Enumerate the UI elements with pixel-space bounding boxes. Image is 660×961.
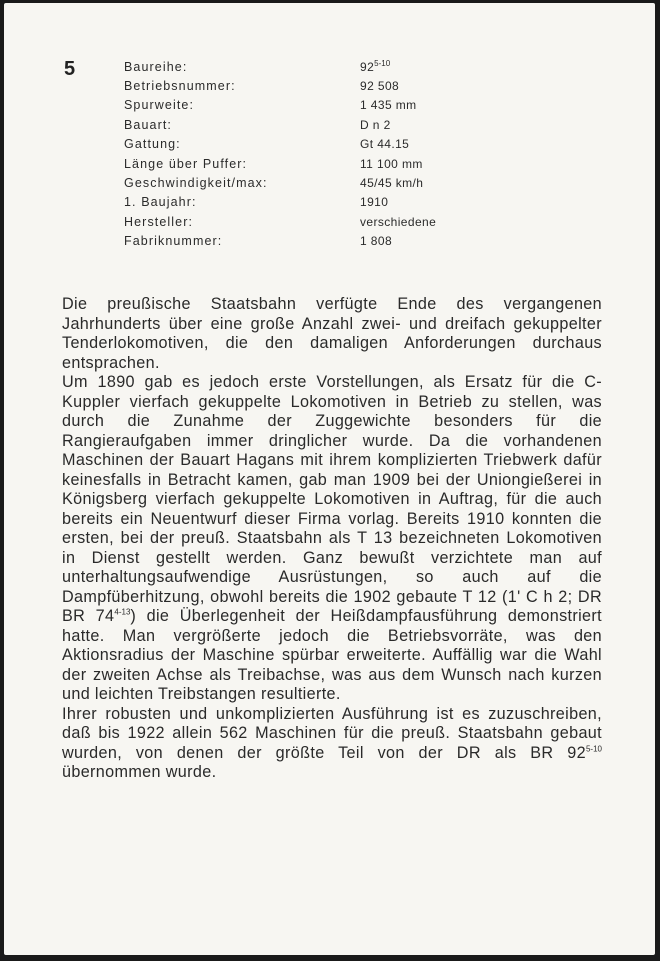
paragraph-history-text-cont: ) die Überlegenheit der Heißdampfausführung demonstriert hatte. Man vergrößerte jedoch die Betriebsvorräte, was den Aktionsradius der Maschine spürbar erweiterte. Auffällig war die Wahl der zweiten Achse als Treibachse, was aus dem Wunsch nach kurzen und leichten Treibstangen resultierte. [62,607,602,703]
spec-value: verschiedene [360,214,437,229]
paragraph-history [62,373,602,705]
spec-label: Betriebsnummer: [124,79,236,94]
spec-label: Spurweite: [124,98,195,113]
spec-label: Baureihe: [124,59,188,74]
spec-value: 11 100 mm [360,156,423,171]
spec-label: Gattung: [124,137,181,152]
spec-row [124,57,544,76]
spec-row [124,232,544,251]
spec-label: Bauart: [124,117,173,132]
spec-table [124,57,544,251]
paragraph-summary-text-cont: übernommen wurde. [62,763,217,781]
paragraph-history-superscript: 4-13 [114,607,131,617]
spec-value: 92 508 [360,79,400,94]
paragraph-summary [62,705,602,783]
paragraph-summary-superscript: 5-10 [585,744,602,754]
spec-label: 1. Baujahr: [124,195,197,210]
spec-value-main: 92 [360,59,375,74]
body-text [62,295,602,783]
spec-value: 1 808 [360,234,393,249]
spec-row [124,154,544,173]
spec-row [124,135,544,154]
spec-row [124,212,544,231]
spec-value-superscript: 5-10 [374,58,391,68]
spec-label: Fabriknummer: [124,234,223,249]
spec-value: 1910 [360,195,389,210]
spec-row [124,115,544,134]
spec-label: Hersteller: [124,214,194,229]
page-number: 5 [64,58,76,80]
spec-row [124,173,544,192]
paragraph-history-text: Um 1890 gab es jedoch erste Vorstellungen, als Ersatz für die C-Kuppler vierfach gekuppelte Lokomotiven in Betrieb zu stellen, was durch die Zunahme der Zuggewichte besonders für die Rangieraufgaben immer dringlicher wurde. Da die vorhandenen Maschinen der Bauart Hagans mit ihrem komplizierten Triebwerk dafür keinesfalls in Betracht kamen, gab man 1909 bei der Uniongießerei in Königsberg vierfach gekuppelte Lokomotiven in Auftrag, für die auch bereits ein Neuentwurf dieser Firma vorlag. Bereits 1910 konnten die ersten, bei der preuß. Staatsbahn als T 13 bezeichneten Lokomotiven in Dienst gestellt werden. Ganz bewußt verzichtete man auf unterhaltungsaufwendige Ausrüstungen, so auch auf die Dampfüberhitzung, obwohl bereits die 1902 gebaute T 12 (1' C h 2; DR BR 74 [62,373,602,625]
spec-value: 1 435 mm [360,98,417,113]
spec-label: Geschwindigkeit/max: [124,176,268,191]
spec-row [124,193,544,212]
paragraph-intro: Die preußische Staatsbahn verfügte Ende des vergangenen Jahrhunderts über eine große Anzahl zwei- und dreifach gekuppelter Tenderlokomotiven, die den damaligen Anforderungen durchaus entsprachen. [62,295,602,372]
spec-value: D n 2 [360,117,391,132]
document-page [4,3,655,955]
spec-value [360,60,390,74]
paragraph-summary-text: Ihrer robusten und unkomplizierten Ausführung ist es zuzuschreiben, daß bis 1922 allein 562 Maschinen für die preuß. Staatsbahn gebaut wurden, von denen der größte Teil von der DR als BR 92 [62,704,602,762]
spec-row [124,96,544,115]
spec-value: Gt 44.15 [360,137,410,152]
spec-value: 45/45 km/h [360,176,424,191]
spec-row [124,76,544,95]
spec-label: Länge über Puffer: [124,156,248,171]
